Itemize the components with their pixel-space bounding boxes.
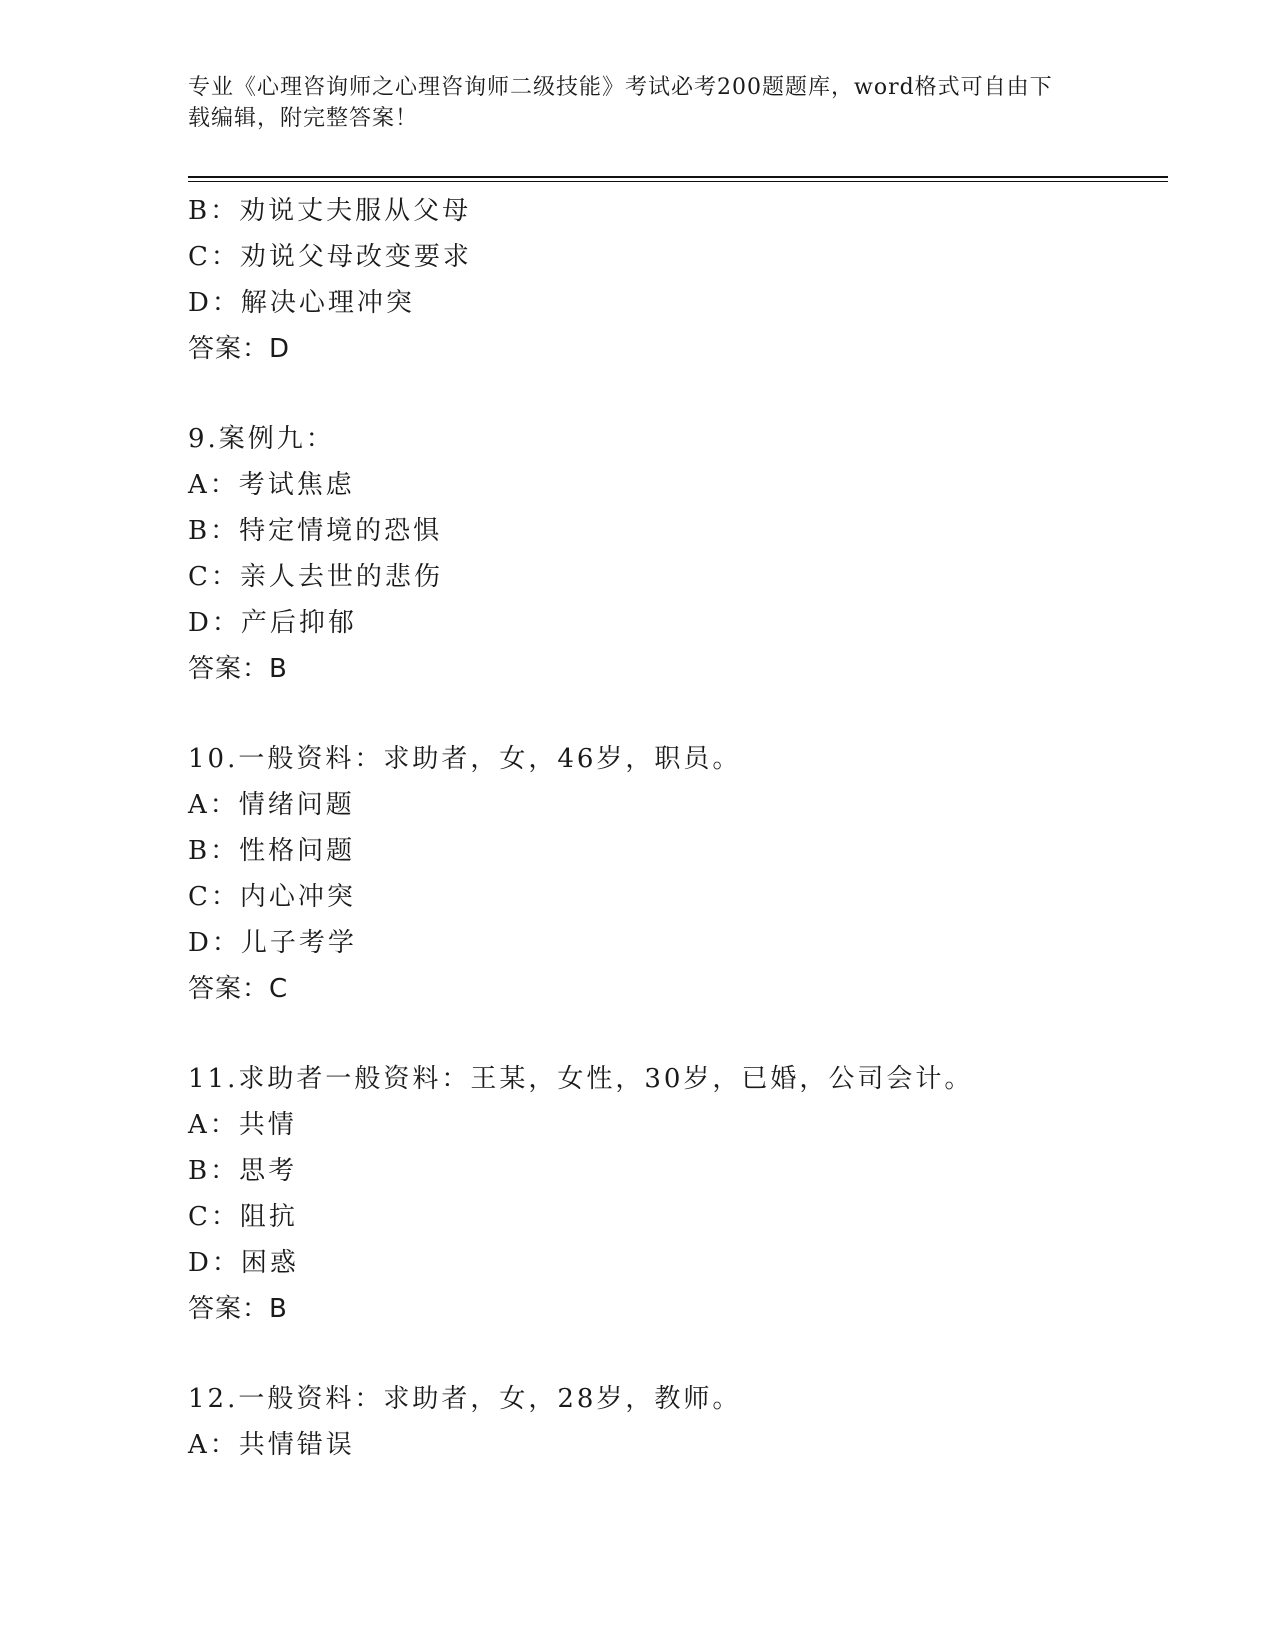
- option-b: B：性格问题: [188, 836, 356, 866]
- option-c: C：内心冲突: [188, 882, 356, 912]
- question-block: [188, 736, 1188, 1012]
- answer-line: 答案：B: [188, 1294, 288, 1324]
- option-a: A：考试焦虑: [188, 470, 355, 500]
- answer-line: 答案：C: [188, 974, 289, 1004]
- question-list: [188, 188, 1188, 1468]
- block-spacer: [188, 1332, 1188, 1376]
- header-divider-thin: [188, 181, 1168, 182]
- question-text: 9.案例九：: [188, 424, 335, 454]
- question-text: 12.一般资料：求助者，女，28岁，教师。: [188, 1384, 742, 1414]
- document-header: 专业《心理咨询师之心理咨询师二级技能》考试必考200题题库，word格式可自由下载编辑，附完整答案！: [188, 75, 1053, 131]
- option-c: C：劝说父母改变要求: [188, 242, 472, 272]
- option-b: B：思考: [188, 1156, 298, 1186]
- option-b: B：特定情境的恐惧: [188, 516, 443, 546]
- question-block: [188, 416, 1188, 692]
- question-block: [188, 1056, 1188, 1332]
- option-c: C：亲人去世的悲伤: [188, 562, 443, 592]
- header-divider: [188, 176, 1168, 178]
- question-text: 10.一般资料：求助者，女，46岁，职员。: [188, 744, 742, 774]
- option-c: C：阻抗: [188, 1202, 298, 1232]
- option-a: A：共情错误: [188, 1430, 355, 1460]
- answer-line: 答案：B: [188, 654, 288, 684]
- option-a: A：情绪问题: [188, 790, 355, 820]
- option-d: D：解决心理冲突: [188, 288, 415, 318]
- block-spacer: [188, 1012, 1188, 1056]
- block-spacer: [188, 372, 1188, 416]
- option-d: D：儿子考学: [188, 928, 357, 958]
- option-b: B：劝说丈夫服从父母: [188, 196, 472, 226]
- option-d: D：困惑: [188, 1248, 299, 1278]
- answer-line: 答案：D: [188, 334, 291, 364]
- question-text: 11.求助者一般资料：王某，女性，30岁，已婚，公司会计。: [188, 1064, 974, 1094]
- block-spacer: [188, 692, 1188, 736]
- question-block: [188, 188, 1188, 372]
- option-d: D：产后抑郁: [188, 608, 357, 638]
- option-a: A：共情: [188, 1110, 297, 1140]
- question-block: [188, 1376, 1188, 1468]
